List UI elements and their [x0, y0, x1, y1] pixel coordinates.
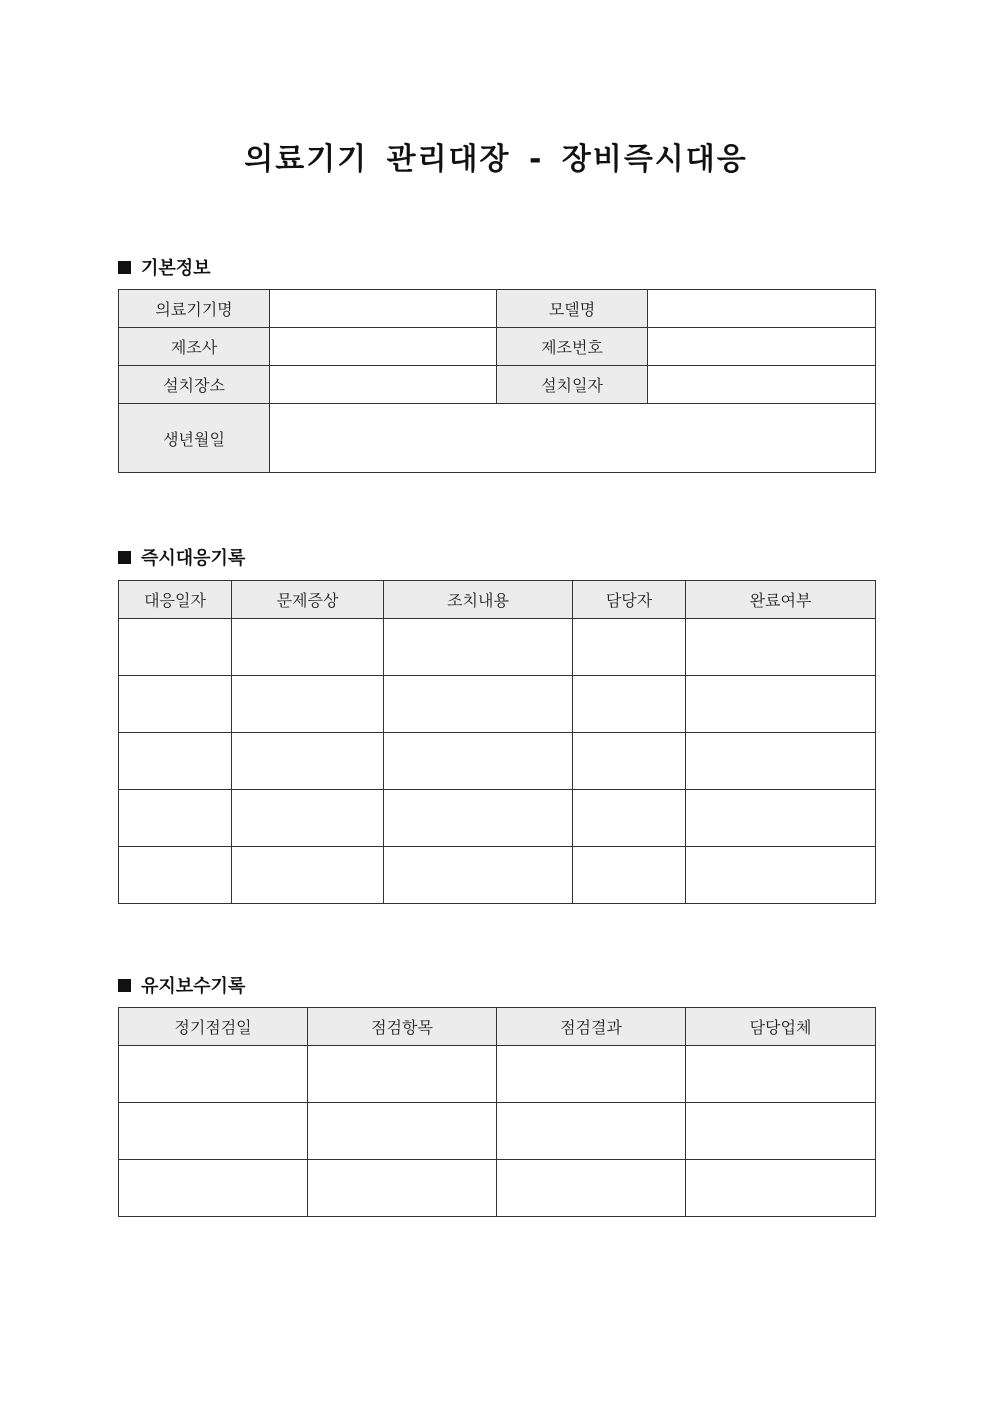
square-bullet-icon — [118, 261, 131, 274]
table-row — [119, 1160, 876, 1217]
table-header-row — [119, 1008, 876, 1046]
table-cell[interactable] — [232, 847, 384, 904]
birth-label: 생년월일 — [119, 404, 270, 473]
basic-info-heading-text: 기본정보 — [141, 258, 211, 279]
table-cell[interactable] — [686, 676, 876, 733]
serial-label: 제조번호 — [497, 328, 648, 366]
table-cell[interactable] — [232, 676, 384, 733]
table-row — [119, 1103, 876, 1160]
table-row — [119, 619, 876, 676]
table-cell[interactable] — [384, 619, 573, 676]
location-field[interactable] — [270, 366, 497, 404]
column-header: 담당업체 — [686, 1008, 876, 1046]
model-field[interactable] — [648, 290, 876, 328]
response-heading — [118, 544, 245, 570]
table-cell[interactable] — [384, 676, 573, 733]
table-row — [119, 790, 876, 847]
device-name-field[interactable] — [270, 290, 497, 328]
response-table — [118, 580, 876, 904]
page-title: 의료기기 관리대장 - 장비즉시대응 — [244, 142, 748, 177]
table-row — [119, 1046, 876, 1103]
table-cell[interactable] — [232, 790, 384, 847]
square-bullet-icon — [118, 979, 131, 992]
table-row — [119, 404, 876, 473]
maintenance-heading-text: 유지보수기록 — [141, 976, 246, 997]
model-label: 모델명 — [497, 290, 648, 328]
maintenance-heading — [118, 972, 245, 998]
table-row — [119, 328, 876, 366]
response-heading-text: 즉시대응기록 — [141, 548, 246, 569]
column-header: 점검항목 — [308, 1008, 497, 1046]
install-date-field[interactable] — [648, 366, 876, 404]
table-cell[interactable] — [119, 733, 232, 790]
table-cell[interactable] — [232, 733, 384, 790]
table-cell[interactable] — [119, 1103, 308, 1160]
table-cell[interactable] — [308, 1046, 497, 1103]
column-header: 완료여부 — [686, 581, 876, 619]
table-cell[interactable] — [573, 676, 686, 733]
table-cell[interactable] — [384, 847, 573, 904]
table-cell[interactable] — [497, 1046, 686, 1103]
table-header-row — [119, 581, 876, 619]
table-cell[interactable] — [686, 733, 876, 790]
table-cell[interactable] — [686, 619, 876, 676]
table-cell[interactable] — [573, 619, 686, 676]
table-cell[interactable] — [497, 1103, 686, 1160]
table-cell[interactable] — [308, 1103, 497, 1160]
square-bullet-icon — [118, 551, 131, 564]
table-cell[interactable] — [686, 1160, 876, 1217]
table-cell[interactable] — [232, 619, 384, 676]
birth-field[interactable] — [270, 404, 876, 473]
table-cell[interactable] — [573, 847, 686, 904]
table-cell[interactable] — [119, 847, 232, 904]
table-row — [119, 847, 876, 904]
table-cell[interactable] — [686, 847, 876, 904]
maintenance-table — [118, 1007, 876, 1217]
manufacturer-field[interactable] — [270, 328, 497, 366]
table-cell[interactable] — [686, 1103, 876, 1160]
column-header: 담당자 — [573, 581, 686, 619]
table-row — [119, 290, 876, 328]
table-row — [119, 366, 876, 404]
table-cell[interactable] — [384, 733, 573, 790]
column-header: 정기점검일 — [119, 1008, 308, 1046]
location-label: 설치장소 — [119, 366, 270, 404]
table-cell[interactable] — [119, 1046, 308, 1103]
column-header: 점검결과 — [497, 1008, 686, 1046]
manufacturer-label: 제조사 — [119, 328, 270, 366]
basic-info-heading — [118, 254, 211, 280]
column-header: 문제증상 — [232, 581, 384, 619]
device-name-label: 의료기기명 — [119, 290, 270, 328]
table-cell[interactable] — [384, 790, 573, 847]
table-row — [119, 676, 876, 733]
table-cell[interactable] — [686, 1046, 876, 1103]
serial-field[interactable] — [648, 328, 876, 366]
table-cell[interactable] — [308, 1160, 497, 1217]
column-header: 조치내용 — [384, 581, 573, 619]
table-cell[interactable] — [119, 676, 232, 733]
column-header: 대응일자 — [119, 581, 232, 619]
table-cell[interactable] — [573, 733, 686, 790]
table-cell[interactable] — [119, 619, 232, 676]
table-cell[interactable] — [497, 1160, 686, 1217]
basic-info-table — [118, 289, 876, 473]
table-cell[interactable] — [573, 790, 686, 847]
table-row — [119, 733, 876, 790]
install-date-label: 설치일자 — [497, 366, 648, 404]
table-cell[interactable] — [119, 790, 232, 847]
table-cell[interactable] — [119, 1160, 308, 1217]
table-cell[interactable] — [686, 790, 876, 847]
